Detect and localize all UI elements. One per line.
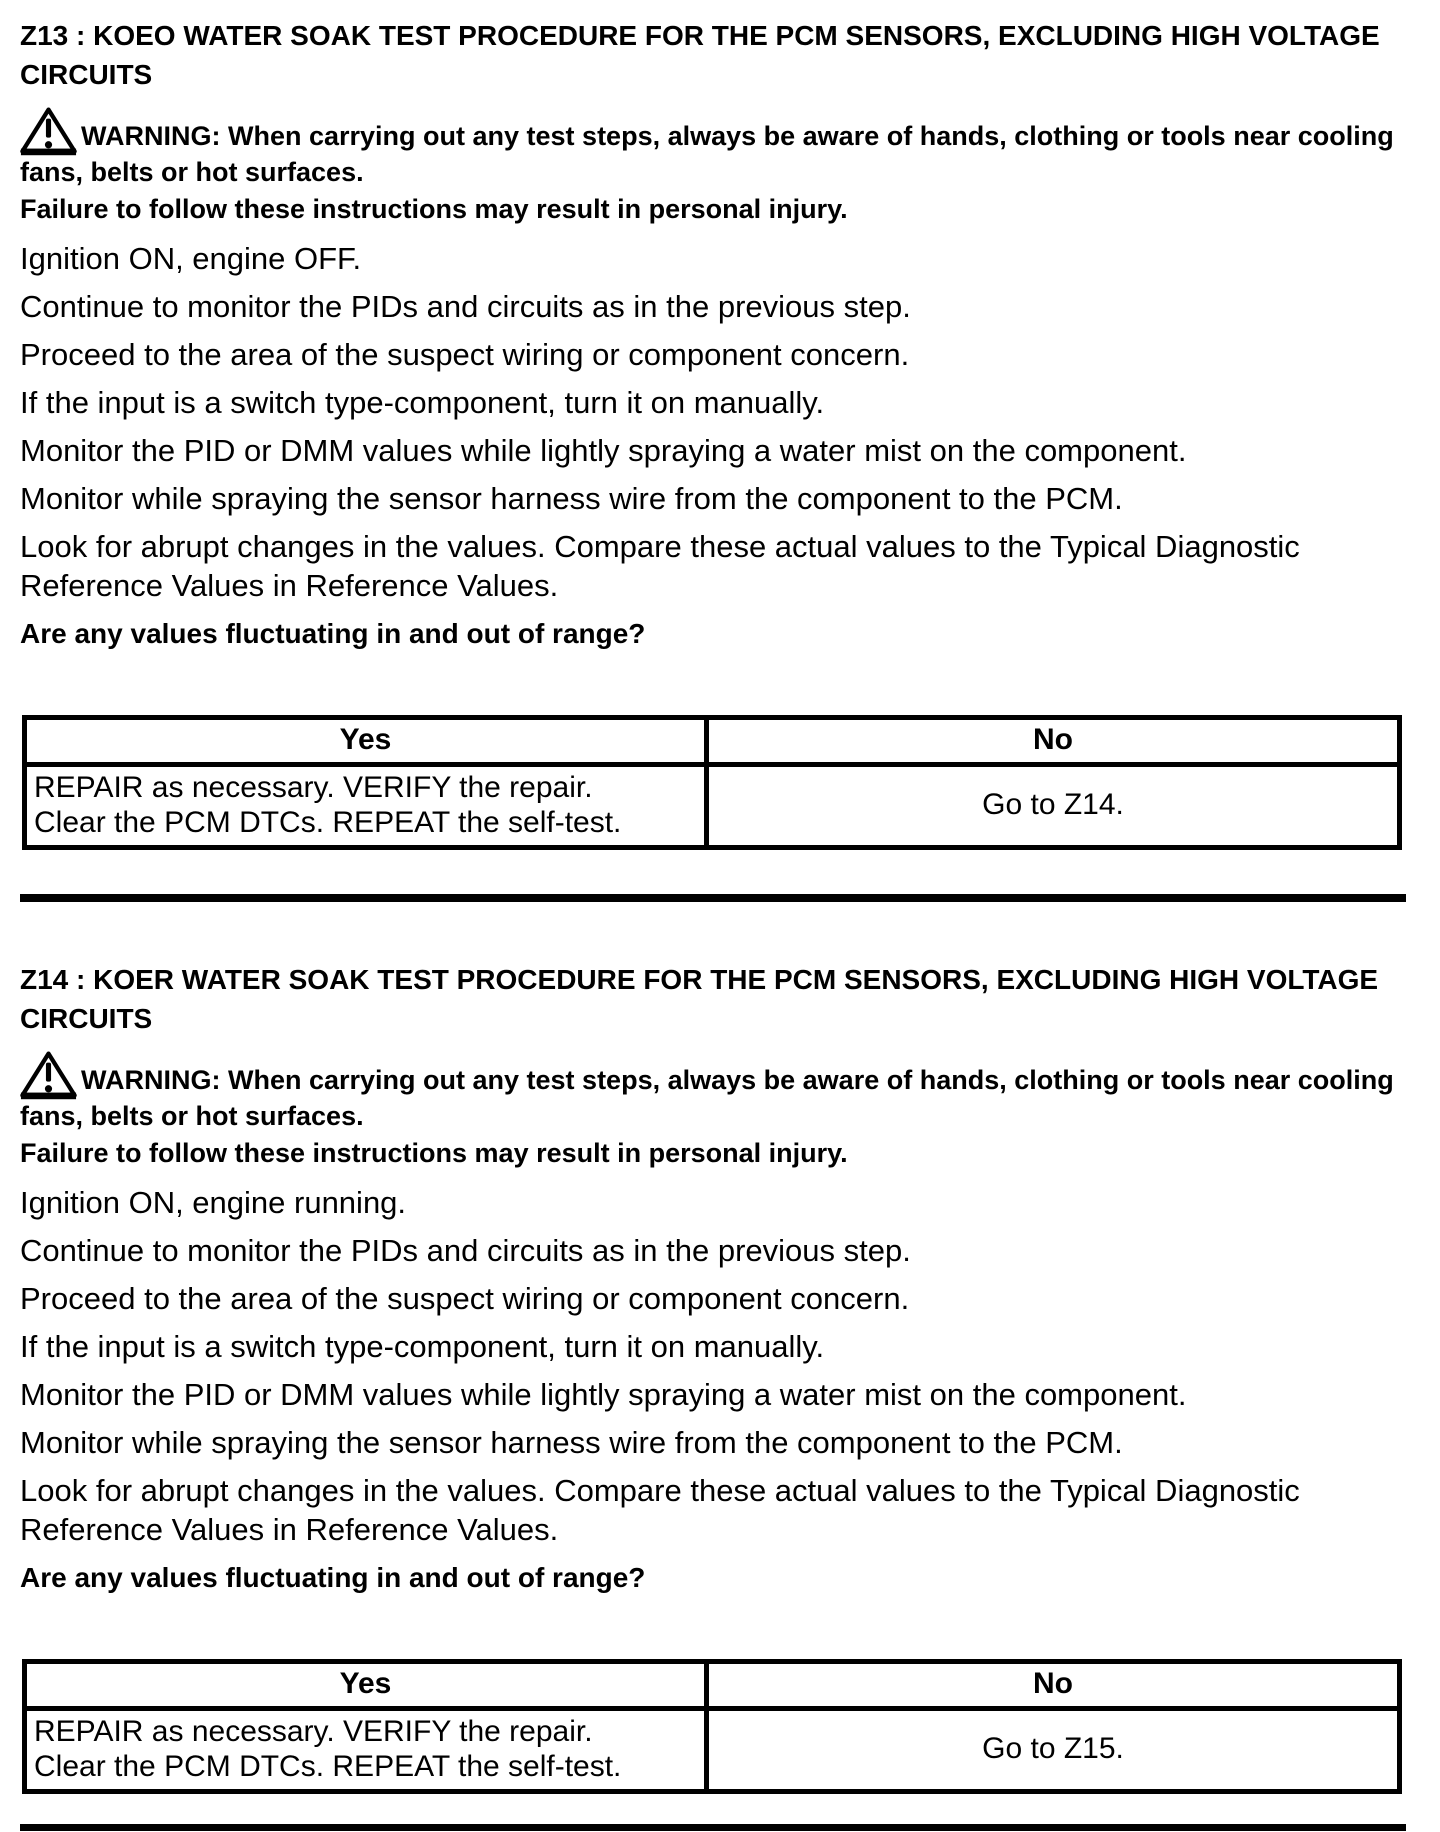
no-action-cell: Go to Z14. [707,765,1400,848]
procedure-section-z14 [20,960,1420,1831]
decision-table [22,715,1402,850]
warning-failure-text: Failure to follow these instructions may result in personal injury. [20,194,848,224]
section-divider [20,894,1406,902]
warning-triangle-icon [20,1050,77,1100]
warning-failure-text: Failure to follow these instructions may result in personal injury. [20,1138,848,1168]
yes-column-header: Yes [25,1662,707,1709]
table-row [25,765,1400,848]
section-heading: Z14 : KOER WATER SOAK TEST PROCEDURE FOR THE PCM SENSORS, EXCLUDING HIGH VOLTAGE CIRCUITS [20,964,1379,1034]
procedure-step: Proceed to the area of the suspect wiring or component concern. [20,337,910,372]
warning-text: : When carrying out any test steps, always be aware of hands, clothing or tools near cooling fans, belts or hot surfaces. [20,121,1394,187]
procedure-step: Continue to monitor the PIDs and circuits as in the previous step. [20,1233,911,1268]
procedure-step: Ignition ON, engine running. [20,1185,407,1220]
section-heading: Z13 : KOEO WATER SOAK TEST PROCEDURE FOR THE PCM SENSORS, EXCLUDING HIGH VOLTAGE CIRCUITS [20,20,1380,90]
warning-text: : When carrying out any test steps, always be aware of hands, clothing or tools near cooling fans, belts or hot surfaces. [20,1065,1394,1131]
procedure-step: Look for abrupt changes in the values. Compare these actual values to the Typical Diagnostic Reference Values in Reference Values. [20,529,1300,603]
procedure-step: Monitor the PID or DMM values while lightly spraying a water mist on the component. [20,1377,1187,1412]
warning-label: WARNING [81,1065,212,1095]
procedure-step: If the input is a switch type-component, turn it on manually. [20,1329,825,1364]
procedure-section-z13 [20,16,1420,902]
no-column-header: No [707,1662,1400,1709]
yes-action-line: REPAIR as necessary. VERIFY the repair. [34,1715,593,1748]
procedure-step: Proceed to the area of the suspect wiring or component concern. [20,1281,910,1316]
yes-action-cell [25,765,707,848]
decision-question: Are any values fluctuating in and out of range? [20,1562,646,1593]
table-header-row [25,1662,1400,1709]
yes-action-line: Clear the PCM DTCs. REPEAT the self-test. [34,806,622,839]
yes-column-header: Yes [25,718,707,765]
no-column-header: No [707,718,1400,765]
procedure-step: If the input is a switch type-component, turn it on manually. [20,385,825,420]
procedure-step: Continue to monitor the PIDs and circuits as in the previous step. [20,289,911,324]
warning-paragraph [20,106,1418,189]
table-header-row [25,718,1400,765]
procedure-step: Monitor while spraying the sensor harness wire from the component to the PCM. [20,481,1123,516]
page-bottom-divider [20,1824,1406,1831]
warning-label: WARNING [81,121,212,151]
no-action-cell: Go to Z15. [707,1709,1400,1792]
procedure-step: Monitor while spraying the sensor harness wire from the component to the PCM. [20,1425,1123,1460]
warning-paragraph [20,1050,1418,1133]
decision-table [22,1659,1402,1794]
warning-triangle-icon [20,106,77,156]
table-row [25,1709,1400,1792]
procedure-step: Look for abrupt changes in the values. Compare these actual values to the Typical Diagnostic Reference Values in Reference Values. [20,1473,1300,1547]
yes-action-line: Clear the PCM DTCs. REPEAT the self-test. [34,1750,622,1783]
yes-action-cell [25,1709,707,1792]
decision-question: Are any values fluctuating in and out of range? [20,618,646,649]
yes-action-line: REPAIR as necessary. VERIFY the repair. [34,771,593,804]
procedure-step: Ignition ON, engine OFF. [20,241,362,276]
procedure-step: Monitor the PID or DMM values while lightly spraying a water mist on the component. [20,433,1187,468]
